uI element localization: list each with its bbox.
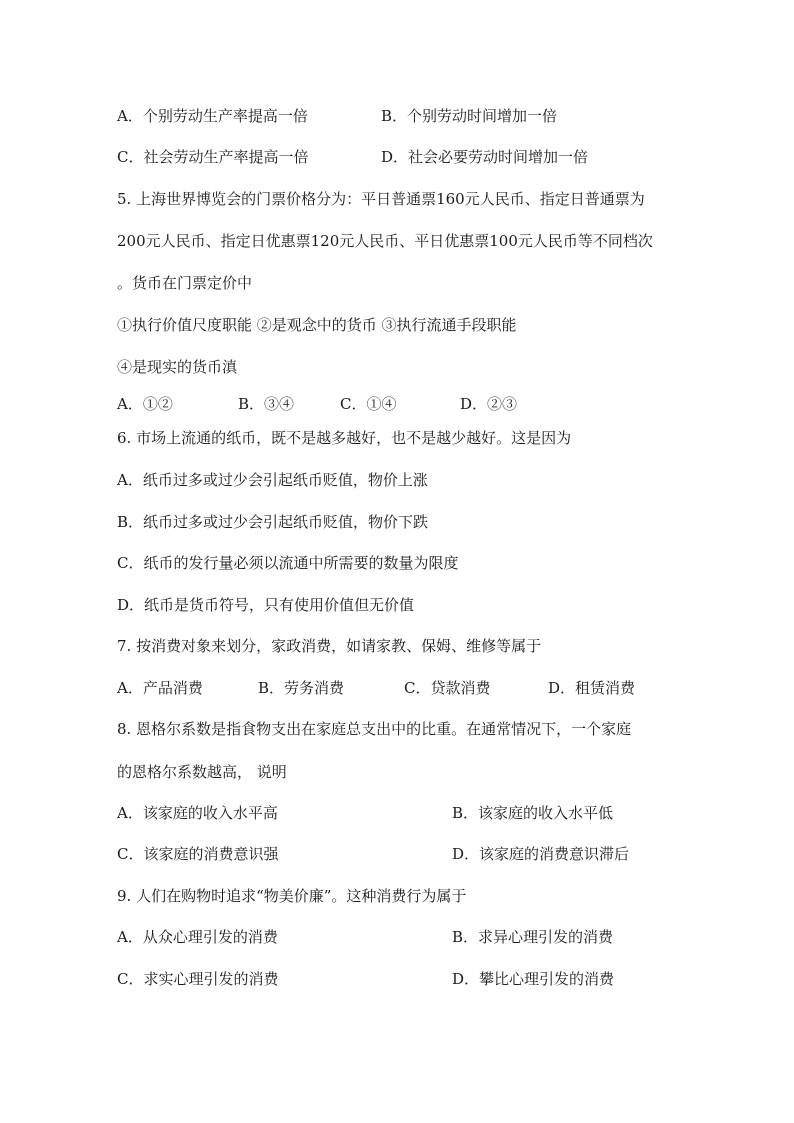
q8-option-a: A．该家庭的收入水平高 <box>117 804 278 822</box>
q8-option-d: D．该家庭的消费意识滞后 <box>452 845 630 863</box>
q4-option-d: D．社会必要劳动时间增加一倍 <box>381 148 589 166</box>
q6-stem: 6. 市场上流通的纸币，既不是越多越好，也不是越少越好。这是因为 <box>117 429 572 447</box>
q7-stem: 7. 按消费对象来划分，家政消费，如请家教、保姆、维修等属于 <box>117 637 542 655</box>
q9-option-a: A．从众心理引发的消费 <box>117 928 278 946</box>
q5-option-a: A．①② <box>117 395 173 413</box>
q9-option-d: D．攀比心理引发的消费 <box>452 970 615 988</box>
q4-option-b: B．个别劳动时间增加一倍 <box>381 107 558 125</box>
q8-stem-line-1: 8. 恩格尔系数是指食物支出在家庭总支出中的比重。在通常情况下，一个家庭 <box>117 720 632 738</box>
q5-option-b: B．③④ <box>238 395 295 413</box>
q6-option-b: B．纸币过多或过少会引起纸币贬值，物价下跌 <box>117 513 429 531</box>
q8-stem-line-2: 的恩格尔系数越高， 说明 <box>117 763 287 781</box>
q5-items-line-1: ①执行价值尺度职能 ②是观念中的货币 ③执行流通手段职能 <box>117 316 517 334</box>
q5-stem-line-3: 。货币在门票定价中 <box>117 274 253 292</box>
q5-stem-line-2: 200元人民币、指定日优惠票120元人民币、平日优惠票100元人民币等不同档次 <box>117 232 653 250</box>
q7-option-b: B．劳务消费 <box>258 679 345 697</box>
q8-option-c: C．该家庭的消费意识强 <box>117 845 279 863</box>
q4-option-a: A．个别劳动生产率提高一倍 <box>117 107 308 125</box>
q7-option-c: C．贷款消费 <box>404 679 491 697</box>
q9-option-c: C．求实心理引发的消费 <box>117 970 279 988</box>
q6-option-c: C．纸币的发行量必须以流通中所需要的数量为限度 <box>117 554 459 572</box>
q5-option-c: C．①④ <box>340 395 397 413</box>
q8-option-b: B．该家庭的收入水平低 <box>452 804 614 822</box>
q9-option-b: B．求异心理引发的消费 <box>452 928 614 946</box>
q5-stem-line-1: 5. 上海世界博览会的门票价格分为：平日普通票160元人民币、指定日普通票为 <box>117 190 645 208</box>
q6-option-d: D．纸币是货币符号，只有使用价值但无价值 <box>117 596 415 614</box>
q5-option-d: D．②③ <box>460 395 518 413</box>
q9-stem: 9. 人们在购物时追求“物美价廉”。这种消费行为属于 <box>117 887 467 905</box>
q5-items-line-2: ④是现实的货币滇 <box>117 358 238 376</box>
q7-option-a: A．产品消费 <box>117 679 203 697</box>
q7-option-d: D．租赁消费 <box>548 679 636 697</box>
q4-option-c: C．社会劳动生产率提高一倍 <box>117 148 309 166</box>
q6-option-a: A．纸币过多或过少会引起纸币贬值，物价上涨 <box>117 471 428 489</box>
